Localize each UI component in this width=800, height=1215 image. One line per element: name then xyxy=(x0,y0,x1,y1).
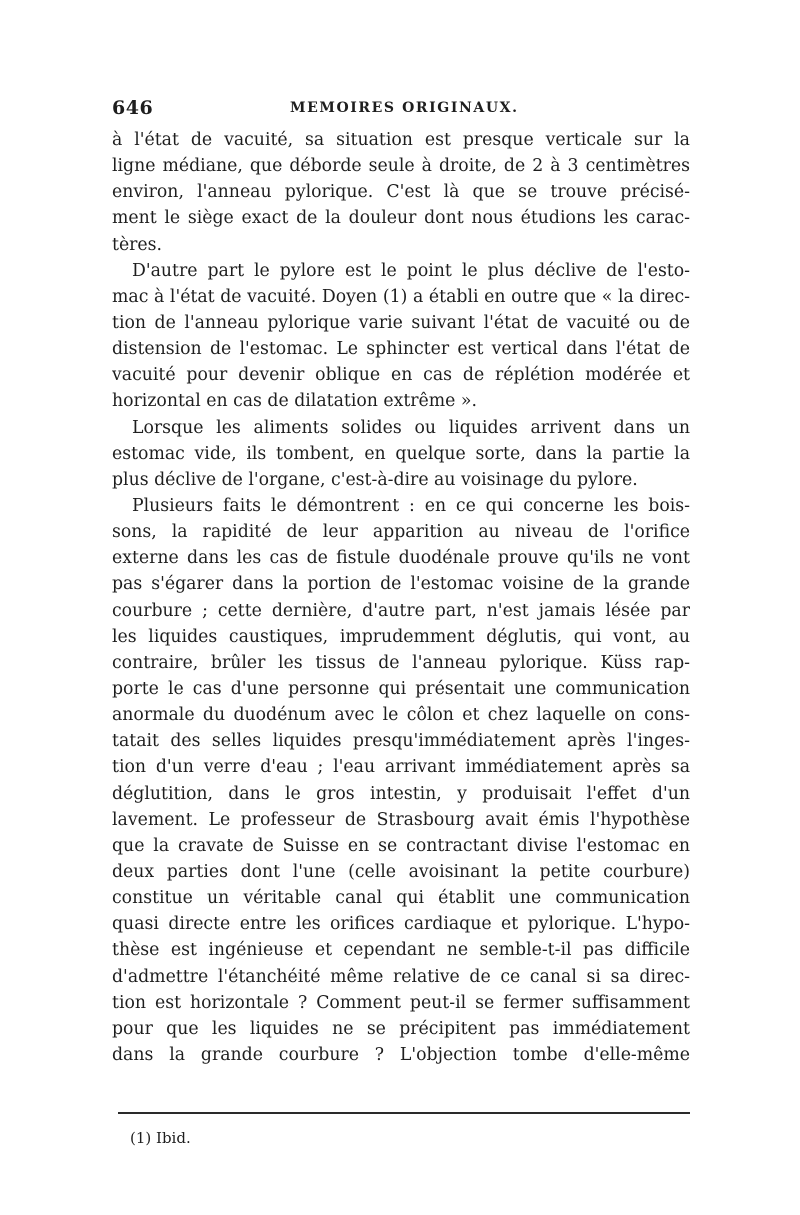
text-line: D'autre part le pylore est le point le plus déclive de l'esto- xyxy=(132,260,690,281)
text-line: Lorsque les aliments solides ou liquides arrivent dans un xyxy=(132,417,690,438)
text-line: deux parties dont l'une (celle avoisinant la petite courbure) xyxy=(112,861,690,882)
text-line: anormale du duodénum avec le côlon et chez laquelle on cons- xyxy=(112,705,690,726)
footnote-divider xyxy=(118,1112,690,1114)
text-line: externe dans les cas de fistule duodénale prouve qu'ils ne vont xyxy=(112,548,690,569)
text-line: Plusieurs faits le démontrent : en ce qui concerne les bois- xyxy=(132,495,690,516)
text-line: mac à l'état de vacuité. Doyen (1) a établi en outre que « la direc- xyxy=(112,286,690,307)
text-line: pour que les liquides ne se précipitent pas immédiatement xyxy=(112,1018,690,1039)
text-line: sons, la rapidité de leur apparition au niveau de l'orifice xyxy=(112,522,690,543)
running-title: MEMOIRES ORIGINAUX. xyxy=(290,100,519,116)
text-line: vacuité pour devenir oblique en cas de réplétion modérée et xyxy=(112,365,690,386)
text-line: à l'état de vacuité, sa situation est presque verticale sur la xyxy=(112,130,690,150)
footnote: (1) Ibid. xyxy=(130,1129,191,1147)
body-text xyxy=(112,127,690,1068)
text-line: que la cravate de Suisse en se contractant divise l'estomac en xyxy=(112,835,690,856)
text-line: tion de l'anneau pylorique varie suivant l'état de vacuité ou de xyxy=(112,312,690,333)
text-line: les liquides caustiques, imprudemment déglutis, qui vont, au xyxy=(112,626,690,647)
text-line: quasi directe entre les orifices cardiaque et pylorique. L'hypo- xyxy=(112,914,690,935)
text-line: estomac vide, ils tombent, en quelque sorte, dans la partie la xyxy=(112,443,690,464)
text-line: tères. xyxy=(112,234,163,255)
text-line: distension de l'estomac. Le sphincter est vertical dans l'état de xyxy=(112,339,690,360)
page-number: 646 xyxy=(112,97,154,119)
text-line: tatait des selles liquides presqu'immédiatement après l'inges- xyxy=(112,731,690,752)
text-line: déglutition, dans le gros intestin, y produisait l'effet d'un xyxy=(112,783,690,804)
text-line: contraire, brûler les tissus de l'anneau pylorique. Küss rap- xyxy=(112,652,690,673)
text-line: dans la grande courbure ? L'objection tombe d'elle-même xyxy=(112,1044,690,1065)
text-line: tion est horizontale ? Comment peut-il se fermer suffisamment xyxy=(112,992,690,1013)
text-line: lavement. Le professeur de Strasbourg avait émis l'hypothèse xyxy=(112,809,690,830)
text-line: pas s'égarer dans la portion de l'estomac voisine de la grande xyxy=(112,574,690,595)
text-line: d'admettre l'étanchéité même relative de ce canal si sa direc- xyxy=(112,966,690,987)
text-line: plus déclive de l'organe, c'est-à-dire au voisinage du pylore. xyxy=(112,469,638,490)
text-line: environ, l'anneau pylorique. C'est là que se trouve précisé- xyxy=(112,182,690,203)
text-line: courbure ; cette dernière, d'autre part, n'est jamais lésée par xyxy=(112,600,690,621)
page-header xyxy=(112,97,688,121)
text-line: constitue un véritable canal qui établit une communication xyxy=(112,888,690,909)
text-line: horizontal en cas de dilatation extrême ». xyxy=(112,391,477,412)
text-line: ment le siège exact de la douleur dont nous étudions les carac- xyxy=(112,208,690,229)
text-line: porte le cas d'une personne qui présentait une communication xyxy=(112,678,690,699)
text-line: ligne médiane, que déborde seule à droite, de 2 à 3 centimètres xyxy=(112,156,690,177)
text-line: tion d'un verre d'eau ; l'eau arrivant immédiatement après sa xyxy=(112,757,690,778)
text-line: thèse est ingénieuse et cependant ne semble-t-il pas difficile xyxy=(112,940,690,961)
